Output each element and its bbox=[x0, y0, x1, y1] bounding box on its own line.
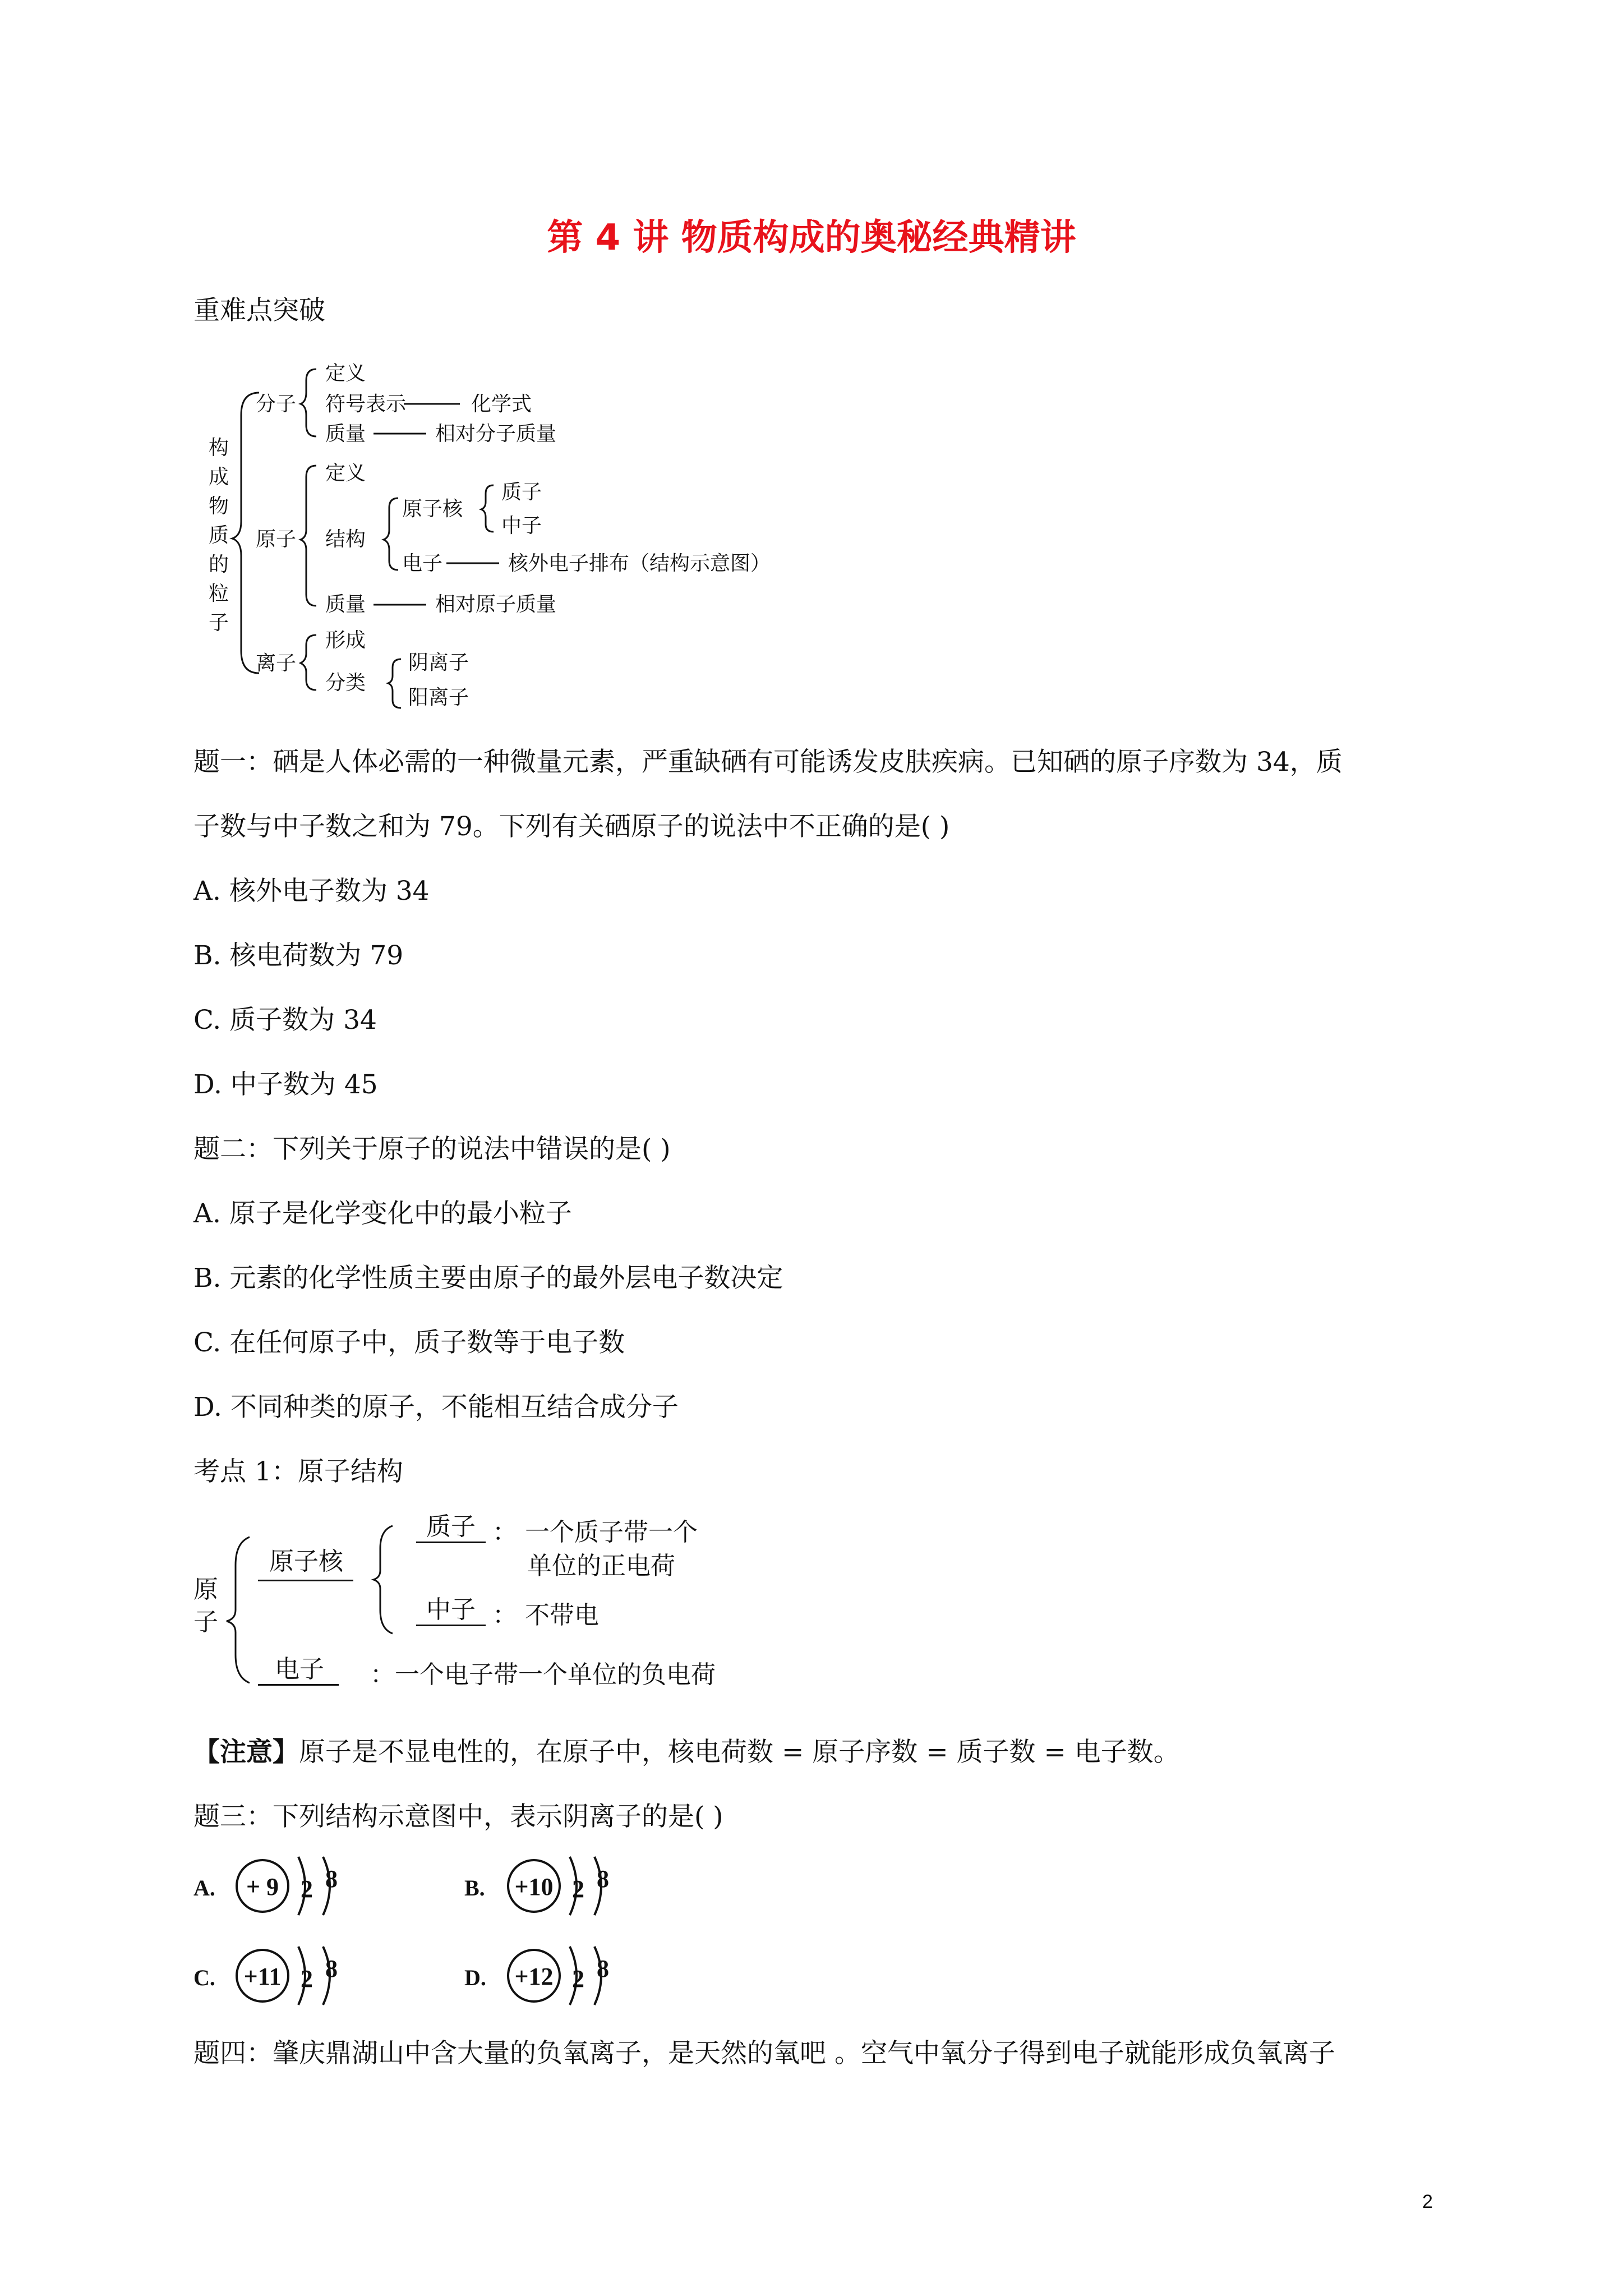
atom-diagram-proton-desc-2: 单位的正电荷 bbox=[527, 1552, 675, 1580]
option-a-shell-2: 8 bbox=[325, 1865, 338, 1893]
tree-root-char: 物 bbox=[208, 495, 229, 518]
atom-diagram-proton-desc-1: ： 一个质子带一个 bbox=[492, 1518, 698, 1547]
tree-molecule-definition: 定义 bbox=[325, 362, 366, 385]
tree-ion-formation: 形成 bbox=[325, 629, 366, 652]
question-1-option-c: C. 质子数为 34 bbox=[193, 1005, 377, 1036]
tree-molecule-relative-mass: 相对分子质量 bbox=[435, 422, 557, 445]
tree-atom-mass: 质量 bbox=[325, 593, 366, 616]
tree-atom-electron-arrangement: 核外电子排布（结构示意图） bbox=[508, 552, 771, 575]
question-3-stem: 题三：下列结构示意图中，表示阴离子的是( ) bbox=[193, 1801, 723, 1832]
option-b-shell-2: 8 bbox=[597, 1865, 609, 1893]
option-c-nucleus-charge: +11 bbox=[243, 1963, 282, 1990]
tree-atom-nucleus: 原子核 bbox=[402, 498, 463, 521]
tree-ion-cation: 阳离子 bbox=[408, 686, 469, 709]
tree-atom-definition: 定义 bbox=[325, 462, 366, 485]
option-b-nucleus-charge: +10 bbox=[514, 1873, 554, 1901]
question-3-option-a-letter: A. bbox=[193, 1875, 215, 1901]
question-1-option-d: D. 中子数为 45 bbox=[193, 1069, 378, 1100]
tree-atom-label: 原子 bbox=[256, 528, 297, 551]
tree-atom-relative-mass: 相对原子质量 bbox=[435, 593, 557, 616]
option-d-shell-2: 8 bbox=[597, 1955, 609, 1982]
atom-diagram-proton-label: 质子 bbox=[416, 1515, 486, 1543]
atom-diagram-atom-char: 原 bbox=[193, 1575, 218, 1604]
option-a-nucleus-charge: + 9 bbox=[246, 1873, 279, 1901]
question-2-option-b: B. 元素的化学性质主要由原子的最外层电子数决定 bbox=[193, 1263, 783, 1294]
tree-ion-classification: 分类 bbox=[325, 671, 366, 694]
question-1-option-a: A. 核外电子数为 34 bbox=[193, 876, 430, 907]
question-4-stem-line-1: 题四：肇庆鼎湖山中含大量的负氧离子，是天然的氧吧 。空气中氧分子得到电子就能形成负氧离子 bbox=[193, 2038, 1335, 2069]
tree-molecule-formula: 化学式 bbox=[471, 393, 532, 416]
tree-root-char: 粒 bbox=[208, 582, 229, 605]
tree-root-char: 构 bbox=[208, 436, 229, 459]
note-tag: 【注意】 bbox=[193, 1737, 299, 1768]
question-1-stem-line-2: 子数与中子数之和为 79。下列有关硒原子的说法中不正确的是( ) bbox=[193, 811, 950, 842]
option-c-shell-1: 2 bbox=[301, 1965, 313, 1993]
option-c-shell-2: 8 bbox=[325, 1955, 338, 1982]
question-1-stem-line-1: 题一：硒是人体必需的一种微量元素，严重缺硒有可能诱发皮肤疾病。已知硒的原子序数为 34，质 bbox=[193, 747, 1343, 777]
tree-molecule-label: 分子 bbox=[256, 393, 297, 416]
option-d-nucleus-charge: +12 bbox=[514, 1963, 554, 1990]
option-a-shell-1: 2 bbox=[301, 1875, 313, 1903]
atom-diagram-atom-char: 子 bbox=[193, 1608, 218, 1636]
tree-atom-neutron: 中子 bbox=[501, 514, 542, 537]
atom-diagram-nucleus-label: 原子核 bbox=[258, 1549, 353, 1581]
question-2-option-c: C. 在任何原子中，质子数等于电子数 bbox=[193, 1327, 625, 1358]
question-1-option-b: B. 核电荷数为 79 bbox=[193, 940, 404, 971]
note-text: 原子是不显电性的，在原子中，核电荷数 = 原子序数 = 质子数 = 电子数。 bbox=[299, 1737, 1180, 1768]
question-2-option-a: A. 原子是化学变化中的最小粒子 bbox=[193, 1198, 572, 1229]
tree-molecule-symbol: 符号表示 bbox=[325, 393, 407, 416]
tree-ion-anion: 阴离子 bbox=[408, 651, 469, 674]
tree-atom-proton: 质子 bbox=[501, 481, 542, 504]
tree-atom-electron: 电子 bbox=[402, 552, 443, 575]
page-number: 2 bbox=[1422, 2191, 1433, 2212]
tree-root-char: 成 bbox=[208, 466, 229, 489]
atom-diagram-neutron-desc: ： 不带电 bbox=[492, 1601, 599, 1630]
kaodian-heading: 考点 1：原子结构 bbox=[193, 1456, 403, 1487]
option-d-shell-1: 2 bbox=[572, 1965, 584, 1993]
question-3-option-b-letter: B. bbox=[464, 1875, 485, 1901]
question-2-stem: 题二：下列关于原子的说法中错误的是( ) bbox=[193, 1134, 671, 1165]
page-title: 第 4 讲 物质构成的奥秘经典精讲 bbox=[547, 217, 1076, 259]
tree-molecule-mass: 质量 bbox=[325, 422, 366, 445]
atom-diagram-electron-desc: ：一个电子带一个单位的负电荷 bbox=[370, 1660, 716, 1689]
tree-root-char: 的 bbox=[208, 553, 229, 576]
tree-ion-label: 离子 bbox=[256, 652, 297, 675]
question-3-option-c-letter: C. bbox=[193, 1965, 215, 1990]
section-heading: 重难点突破 bbox=[193, 295, 325, 326]
tree-root-char: 子 bbox=[208, 611, 229, 634]
option-b-shell-1: 2 bbox=[572, 1875, 584, 1903]
tree-atom-structure: 结构 bbox=[325, 528, 366, 551]
atom-diagram-neutron-label: 中子 bbox=[416, 1598, 486, 1626]
question-3-option-d-letter: D. bbox=[464, 1965, 486, 1990]
question-2-option-d: D. 不同种类的原子，不能相互结合成分子 bbox=[193, 1392, 679, 1423]
tree-root-char: 质 bbox=[208, 524, 229, 547]
atom-diagram-electron-label: 电子 bbox=[258, 1657, 339, 1686]
